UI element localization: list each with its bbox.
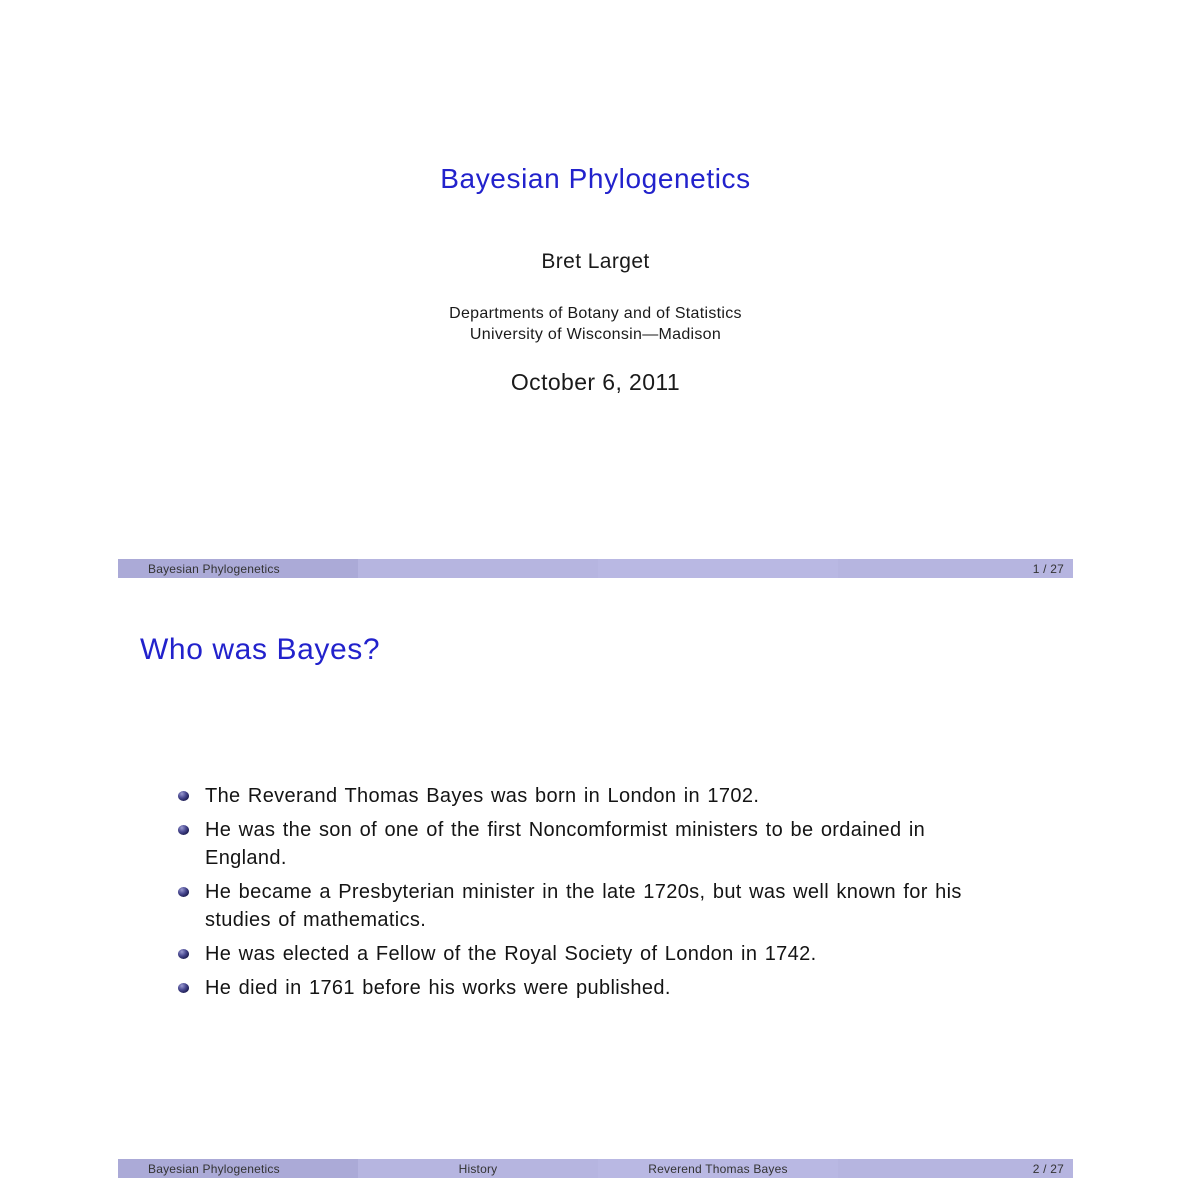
bullet-ball-icon xyxy=(178,887,189,897)
bullet-text: He was elected a Fellow of the Royal Society of London in 1742. xyxy=(205,943,817,965)
list-item xyxy=(178,782,1010,810)
bullet-ball-icon xyxy=(178,791,189,801)
slide-1-footline xyxy=(118,559,1073,578)
footline-page-number: 1 / 27 xyxy=(838,559,1073,578)
institute-line-1: Departments of Botany and of Statistics xyxy=(449,305,742,322)
footline-short-title: Bayesian Phylogenetics xyxy=(118,559,358,578)
bullet-text: He became a Presbyterian minister in the late 1720s, but was well known for his studies of mathematics. xyxy=(205,881,962,931)
footline-subsection xyxy=(598,559,838,578)
bullet-text: He was the son of one of the first Noncomformist ministers to be ordained in England. xyxy=(205,819,926,869)
bullet-list xyxy=(178,782,1010,1008)
list-item xyxy=(178,816,1010,872)
footline-subsection: Reverend Thomas Bayes xyxy=(598,1159,838,1178)
bullet-ball-icon xyxy=(178,983,189,993)
footline-short-title: Bayesian Phylogenetics xyxy=(118,1159,358,1178)
presentation-title: Bayesian Phylogenetics xyxy=(440,163,751,194)
footline-section: History xyxy=(358,1159,598,1178)
bullet-ball-icon xyxy=(178,949,189,959)
footline-section xyxy=(358,559,598,578)
list-item xyxy=(178,940,1010,968)
bullet-ball-icon xyxy=(178,825,189,835)
bullet-text: He died in 1761 before his works were published. xyxy=(205,977,671,999)
list-item xyxy=(178,878,1010,934)
frame-title: Who was Bayes? xyxy=(140,633,381,666)
list-item xyxy=(178,974,1010,1002)
footline-page-number: 2 / 27 xyxy=(838,1159,1073,1178)
author-name: Bret Larget xyxy=(541,250,650,273)
slide-2-footline xyxy=(118,1159,1073,1178)
presentation-date: October 6, 2011 xyxy=(510,369,681,395)
institute xyxy=(118,303,1073,345)
bullet-text: The Reverand Thomas Bayes was born in London in 1702. xyxy=(205,785,760,807)
institute-line-2: University of Wisconsin—Madison xyxy=(469,326,722,343)
